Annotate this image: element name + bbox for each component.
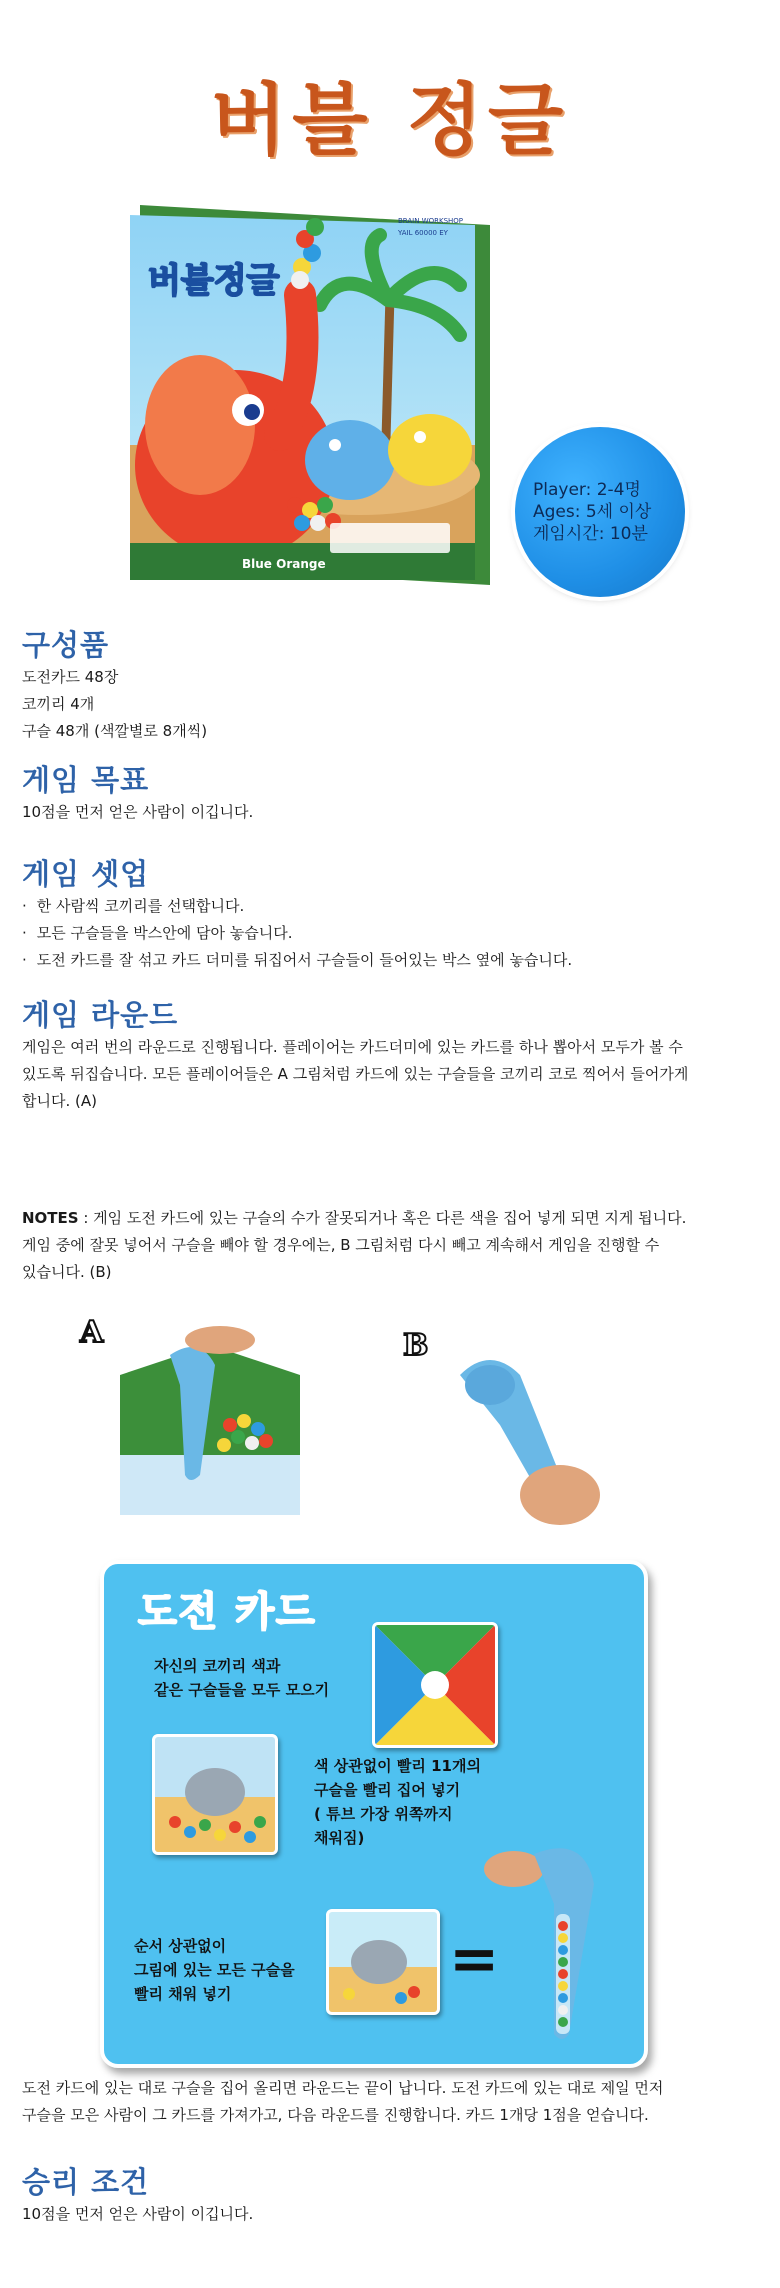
list-item-text: 도전 카드를 잘 섞고 카드 더미를 뒤집어서 구슬들이 들어있는 박스 옆에 놓습니다. <box>36 951 573 969</box>
bullet: · <box>22 924 27 942</box>
list-item: 코끼리 4개 <box>22 695 95 713</box>
round-end-line: 도전 카드에 있는 대로 구슬을 집어 올리면 라운드는 끝이 납니다. 도전 카드에 있는 대로 제일 먼저 <box>22 2079 664 2097</box>
card-text-line: 자신의 코끼리 색과 <box>154 1657 281 1675</box>
notes-line-text: : 게임 도전 카드에 있는 구슬의 수가 잘못되거나 혹은 다른 색을 집어 넣게 되면 지게 됩니다. <box>78 1209 687 1227</box>
setup-list <box>22 893 742 974</box>
ages-text: Ages: 5세 이상 <box>533 502 652 522</box>
box-logo: 버블정글 <box>148 261 280 301</box>
list-item-text: 한 사람씩 코끼리를 선택합니다. <box>36 897 245 915</box>
notes-line <box>22 1205 742 1232</box>
notes-label: NOTES <box>22 1209 79 1227</box>
round-text <box>22 1034 742 1115</box>
card-1-image <box>372 1622 498 1748</box>
components-list <box>22 664 742 745</box>
components-heading: 구성품 <box>22 628 110 662</box>
round-heading: 게임 라운드 <box>22 998 179 1032</box>
round-line: 있도록 뒤집습니다. 모든 플레이어들은 A 그림처럼 카드에 있는 구슬들을 코끼리 코로 찍어서 들어가게 <box>22 1065 689 1083</box>
equals-sign: = <box>449 1924 500 1994</box>
bullet: · <box>22 951 27 969</box>
round-line: 게임은 여러 번의 라운드로 진행됩니다. 플레이어는 카드더미에 있는 카드를 하나 뽑아서 모두가 볼 수 <box>22 1038 683 1056</box>
setup-heading: 게임 셋업 <box>22 857 150 891</box>
notes-text <box>22 1205 742 1286</box>
challenge-card-panel <box>100 1560 648 2068</box>
card-text-line: 채워짐) <box>314 1829 365 1847</box>
time-text: 게임시간: 10분 <box>533 524 648 544</box>
box-corner-text: BRAIN WORKSHOP <box>398 217 464 225</box>
card-panel-title: 도전 카드 <box>138 1589 317 1635</box>
card-text-line: 그림에 있는 모든 구슬을 <box>134 1961 295 1979</box>
card-2-image <box>152 1734 278 1855</box>
figure-b-label: B <box>403 1328 429 1363</box>
list-item <box>22 947 742 974</box>
list-item-text: 모든 구슬들을 박스안에 담아 놓습니다. <box>36 924 293 942</box>
card-3-description <box>134 1934 295 2006</box>
card-text-line: ( 튜브 가장 위쪽까지 <box>314 1805 453 1823</box>
round-end-line: 구슬을 모은 사람이 그 카드를 가져가고, 다음 라운드를 진행합니다. 카드 1개당 1점을 얻습니다. <box>22 2106 649 2124</box>
figure-b-image <box>440 1345 630 1539</box>
card-text-line: 빨리 채워 넣기 <box>134 1985 232 2003</box>
figure-a-label: A <box>80 1315 104 1350</box>
card-text-line: 순서 상관없이 <box>134 1937 227 1955</box>
round-line: 합니다. (A) <box>22 1092 97 1110</box>
win-heading: 승리 조건 <box>22 2165 150 2199</box>
players-text: Player: 2-4명 <box>533 480 641 500</box>
game-box-image <box>130 205 510 585</box>
list-item <box>22 920 742 947</box>
card-3-image <box>326 1909 440 2015</box>
list-item: 도전카드 48장 <box>22 668 119 686</box>
info-badge <box>515 427 685 597</box>
bullet: · <box>22 897 27 915</box>
goal-text: 10점을 먼저 얻은 사람이 이깁니다. <box>22 803 254 821</box>
card-1-description <box>154 1654 329 1702</box>
list-item <box>22 893 742 920</box>
elephant-tube-image <box>474 1834 614 2048</box>
figure-a-image <box>120 1325 300 1519</box>
notes-line: 있습니다. (B) <box>22 1263 112 1281</box>
card-2-description <box>314 1754 481 1850</box>
notes-line: 게임 중에 잘못 넣어서 구슬을 빼야 할 경우에는, B 그림처럼 다시 빼고 계속해서 게임을 진행할 수 <box>22 1236 660 1254</box>
goal-heading: 게임 목표 <box>22 763 150 797</box>
box-brand: Blue Orange <box>242 557 326 571</box>
card-text-line: 구슬을 빨리 집어 넣기 <box>314 1781 461 1799</box>
page-title: 버블 정글 <box>210 75 570 166</box>
card-text-line: 색 상관없이 빨리 11개의 <box>314 1757 481 1775</box>
win-text: 10점을 먼저 얻은 사람이 이깁니다. <box>22 2205 254 2223</box>
list-item: 구슬 48개 (색깔별로 8개씩) <box>22 722 208 740</box>
round-end-text <box>22 2075 742 2129</box>
box-corner-text-2: YAIL 60000 EY <box>398 229 448 237</box>
card-text-line: 같은 구슬들을 모두 모으기 <box>154 1681 330 1699</box>
